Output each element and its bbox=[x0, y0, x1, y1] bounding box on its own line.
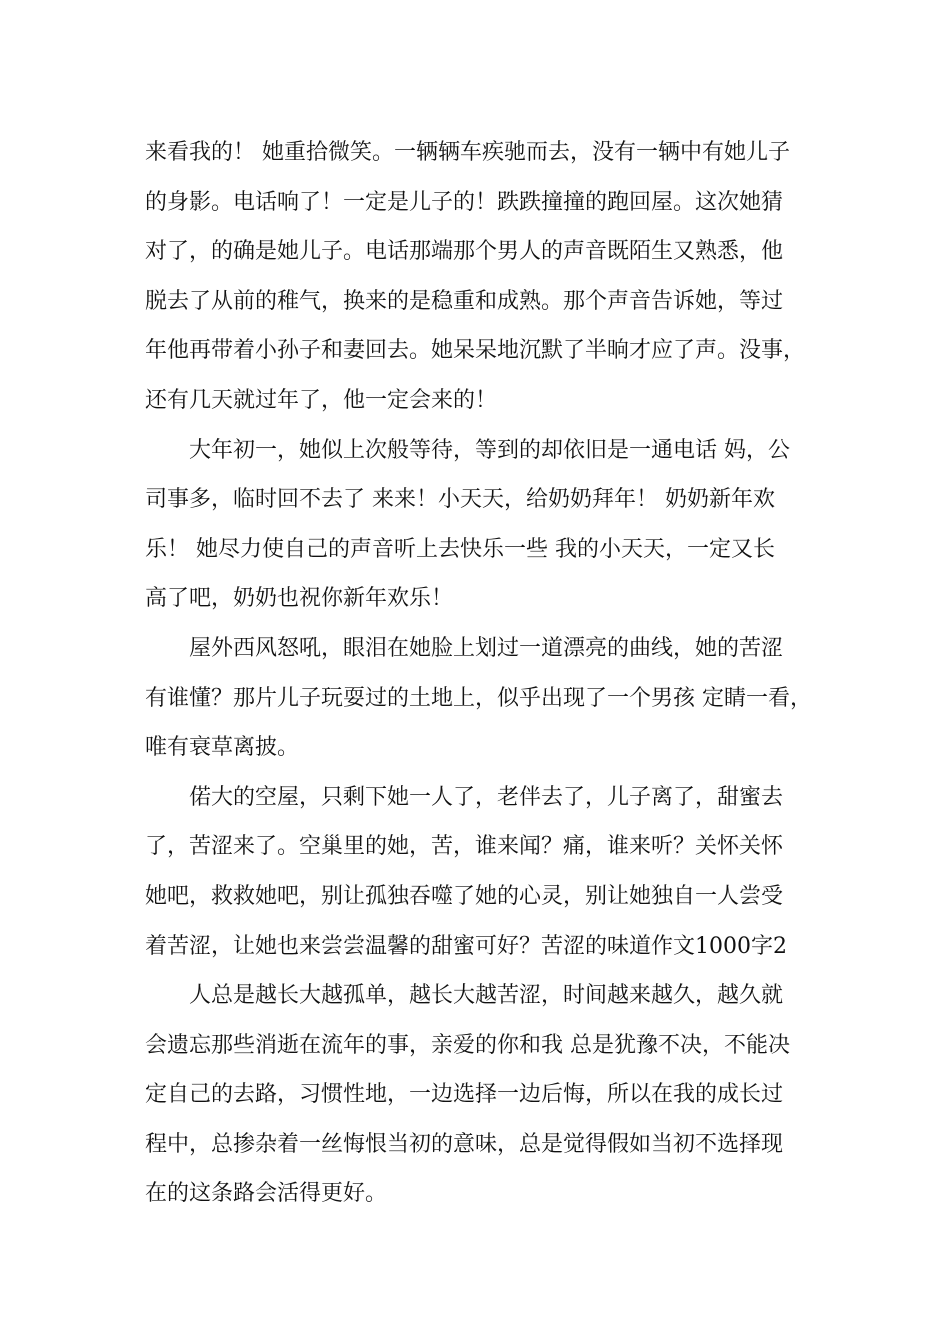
paragraph-start-line: 人总是越长大越孤单，越长大越苦涩，时间越来越久，越久就 bbox=[189, 983, 784, 1009]
text-line: 在的这条路会活得更好。 bbox=[145, 1181, 388, 1207]
text-line: 定自己的去路，习惯性地，一边选择一边后悔，所以在我的成长过 bbox=[145, 1082, 784, 1108]
text-line: 着苦涩，让她也来尝尝温馨的甜蜜可好？苦涩的味道作文1000字2 bbox=[145, 933, 787, 959]
text-line: 程中，总掺杂着一丝悔恨当初的意味，总是觉得假如当初不选择现 bbox=[145, 1131, 784, 1157]
text-line: 高了吧，奶奶也祝你新年欢乐！ bbox=[145, 586, 454, 612]
body-text bbox=[145, 128, 825, 1219]
paragraph-start-line: 大年初一，她似上次般等待，等到的却依旧是一通电话 妈，公 bbox=[189, 437, 790, 463]
text-line: 司事多，临时回不去了 来来！小天天，给奶奶拜年！ 奶奶新年欢 bbox=[145, 487, 775, 513]
paragraph-start-line: 偌大的空屋，只剩下她一人了，老伴去了，儿子离了，甜蜜去 bbox=[189, 784, 784, 810]
text-line: 了，苦涩来了。空巢里的她，苦，谁来闻？痛，谁来听？关怀关怀 bbox=[145, 834, 784, 860]
text-line: 来看我的！ 她重拾微笑。一辆辆车疾驰而去，没有一辆中有她儿子 bbox=[145, 140, 790, 165]
text-line: 会遗忘那些消逝在流年的事，亲爱的你和我 总是犹豫不决，不能决 bbox=[145, 1032, 790, 1058]
text-line: 还有几天就过年了，他一定会来的！ bbox=[145, 387, 498, 413]
paragraph-start-line: 屋外西风怒吼，眼泪在她脸上划过一道漂亮的曲线，她的苦涩 bbox=[189, 635, 784, 661]
text-line: 她吧，救救她吧，别让孤独吞噬了她的心灵，别让她独自一人尝受 bbox=[145, 883, 784, 909]
text-line: 脱去了从前的稚气，换来的是稳重和成熟。那个声音告诉她，等过 bbox=[145, 288, 784, 314]
text-line: 唯有衰草离披。 bbox=[145, 735, 300, 761]
text-line: 有谁懂？那片儿子玩耍过的土地上，似乎出现了一个男孩 定睛一看， bbox=[145, 685, 812, 711]
text-line: 年他再带着小孙子和妻回去。她呆呆地沉默了半晌才应了声。没事， bbox=[145, 338, 806, 364]
text-line: 的身影。电话响了！一定是儿子的！跌跌撞撞的跑回屋。这次她猜 bbox=[145, 189, 784, 215]
text-line: 对了，的确是她儿子。电话那端那个男人的声音既陌生又熟悉，他 bbox=[145, 239, 784, 265]
text-line: 乐！ 她尽力使自己的声音听上去快乐一些 我的小天天，一定又长 bbox=[145, 536, 775, 562]
